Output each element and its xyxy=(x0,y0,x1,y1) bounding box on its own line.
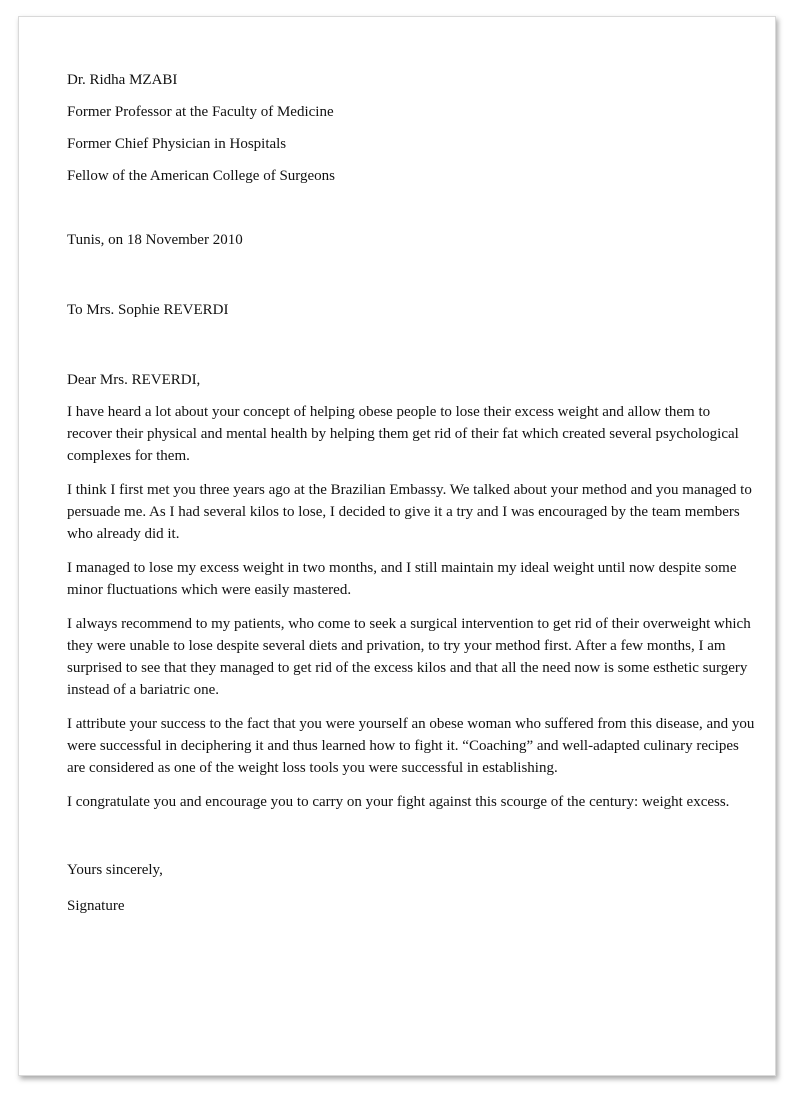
sender-title-3: Fellow of the American College of Surgeons xyxy=(67,168,336,184)
body-paragraph: I attribute your success to the fact that you were yourself an obese woman who suffered from this disease, and you were successful in deciphering it and thus learned how to fight it. “Coaching” and well-adapted culinary recipes are considered as one of the weight loss tools you were successful in establishing. xyxy=(67,716,755,776)
sender-title-1: Former Professor at the Faculty of Medicine xyxy=(67,104,334,120)
sender-block xyxy=(67,69,757,187)
body-paragraph: I congratulate you and encourage you to carry on your fight against this scourge of the century: weight excess. xyxy=(67,794,730,810)
sender-title-2: Former Chief Physician in Hospitals xyxy=(67,136,287,152)
body-paragraph: I have heard a lot about your concept of helping obese people to lose their excess weight and allow them to recover their physical and mental health by helping them get rid of their fat which created several psychological complexes for them. xyxy=(67,404,739,464)
sender-name: Dr. Ridha MZABI xyxy=(67,72,178,88)
date-line: Tunis, on 18 November 2010 xyxy=(67,232,243,248)
body-paragraph: I managed to lose my excess weight in two months, and I still maintain my ideal weight until now despite some minor fluctuations which were easily mastered. xyxy=(67,560,737,598)
signature: Signature xyxy=(67,898,125,914)
body-paragraph: I always recommend to my patients, who come to seek a surgical intervention to get rid of their overweight which they were unable to lose despite several diets and privation, to try your method first. After a few months, I am surprised to see that they managed to get rid of the excess kilos and that all the need now is some esthetic surgery instead of a bariatric one. xyxy=(67,616,751,698)
letter-content xyxy=(67,69,757,917)
salutation: Dear Mrs. REVERDI, xyxy=(67,372,201,388)
letter-page xyxy=(18,16,776,1076)
closing: Yours sincerely, xyxy=(67,862,163,878)
recipient-line: To Mrs. Sophie REVERDI xyxy=(67,302,229,318)
body-paragraph: I think I first met you three years ago at the Brazilian Embassy. We talked about your method and you managed to persuade me. As I had several kilos to lose, I decided to give it a try and I was encouraged by the team members who already did it. xyxy=(67,482,752,542)
letter-body xyxy=(67,401,757,813)
